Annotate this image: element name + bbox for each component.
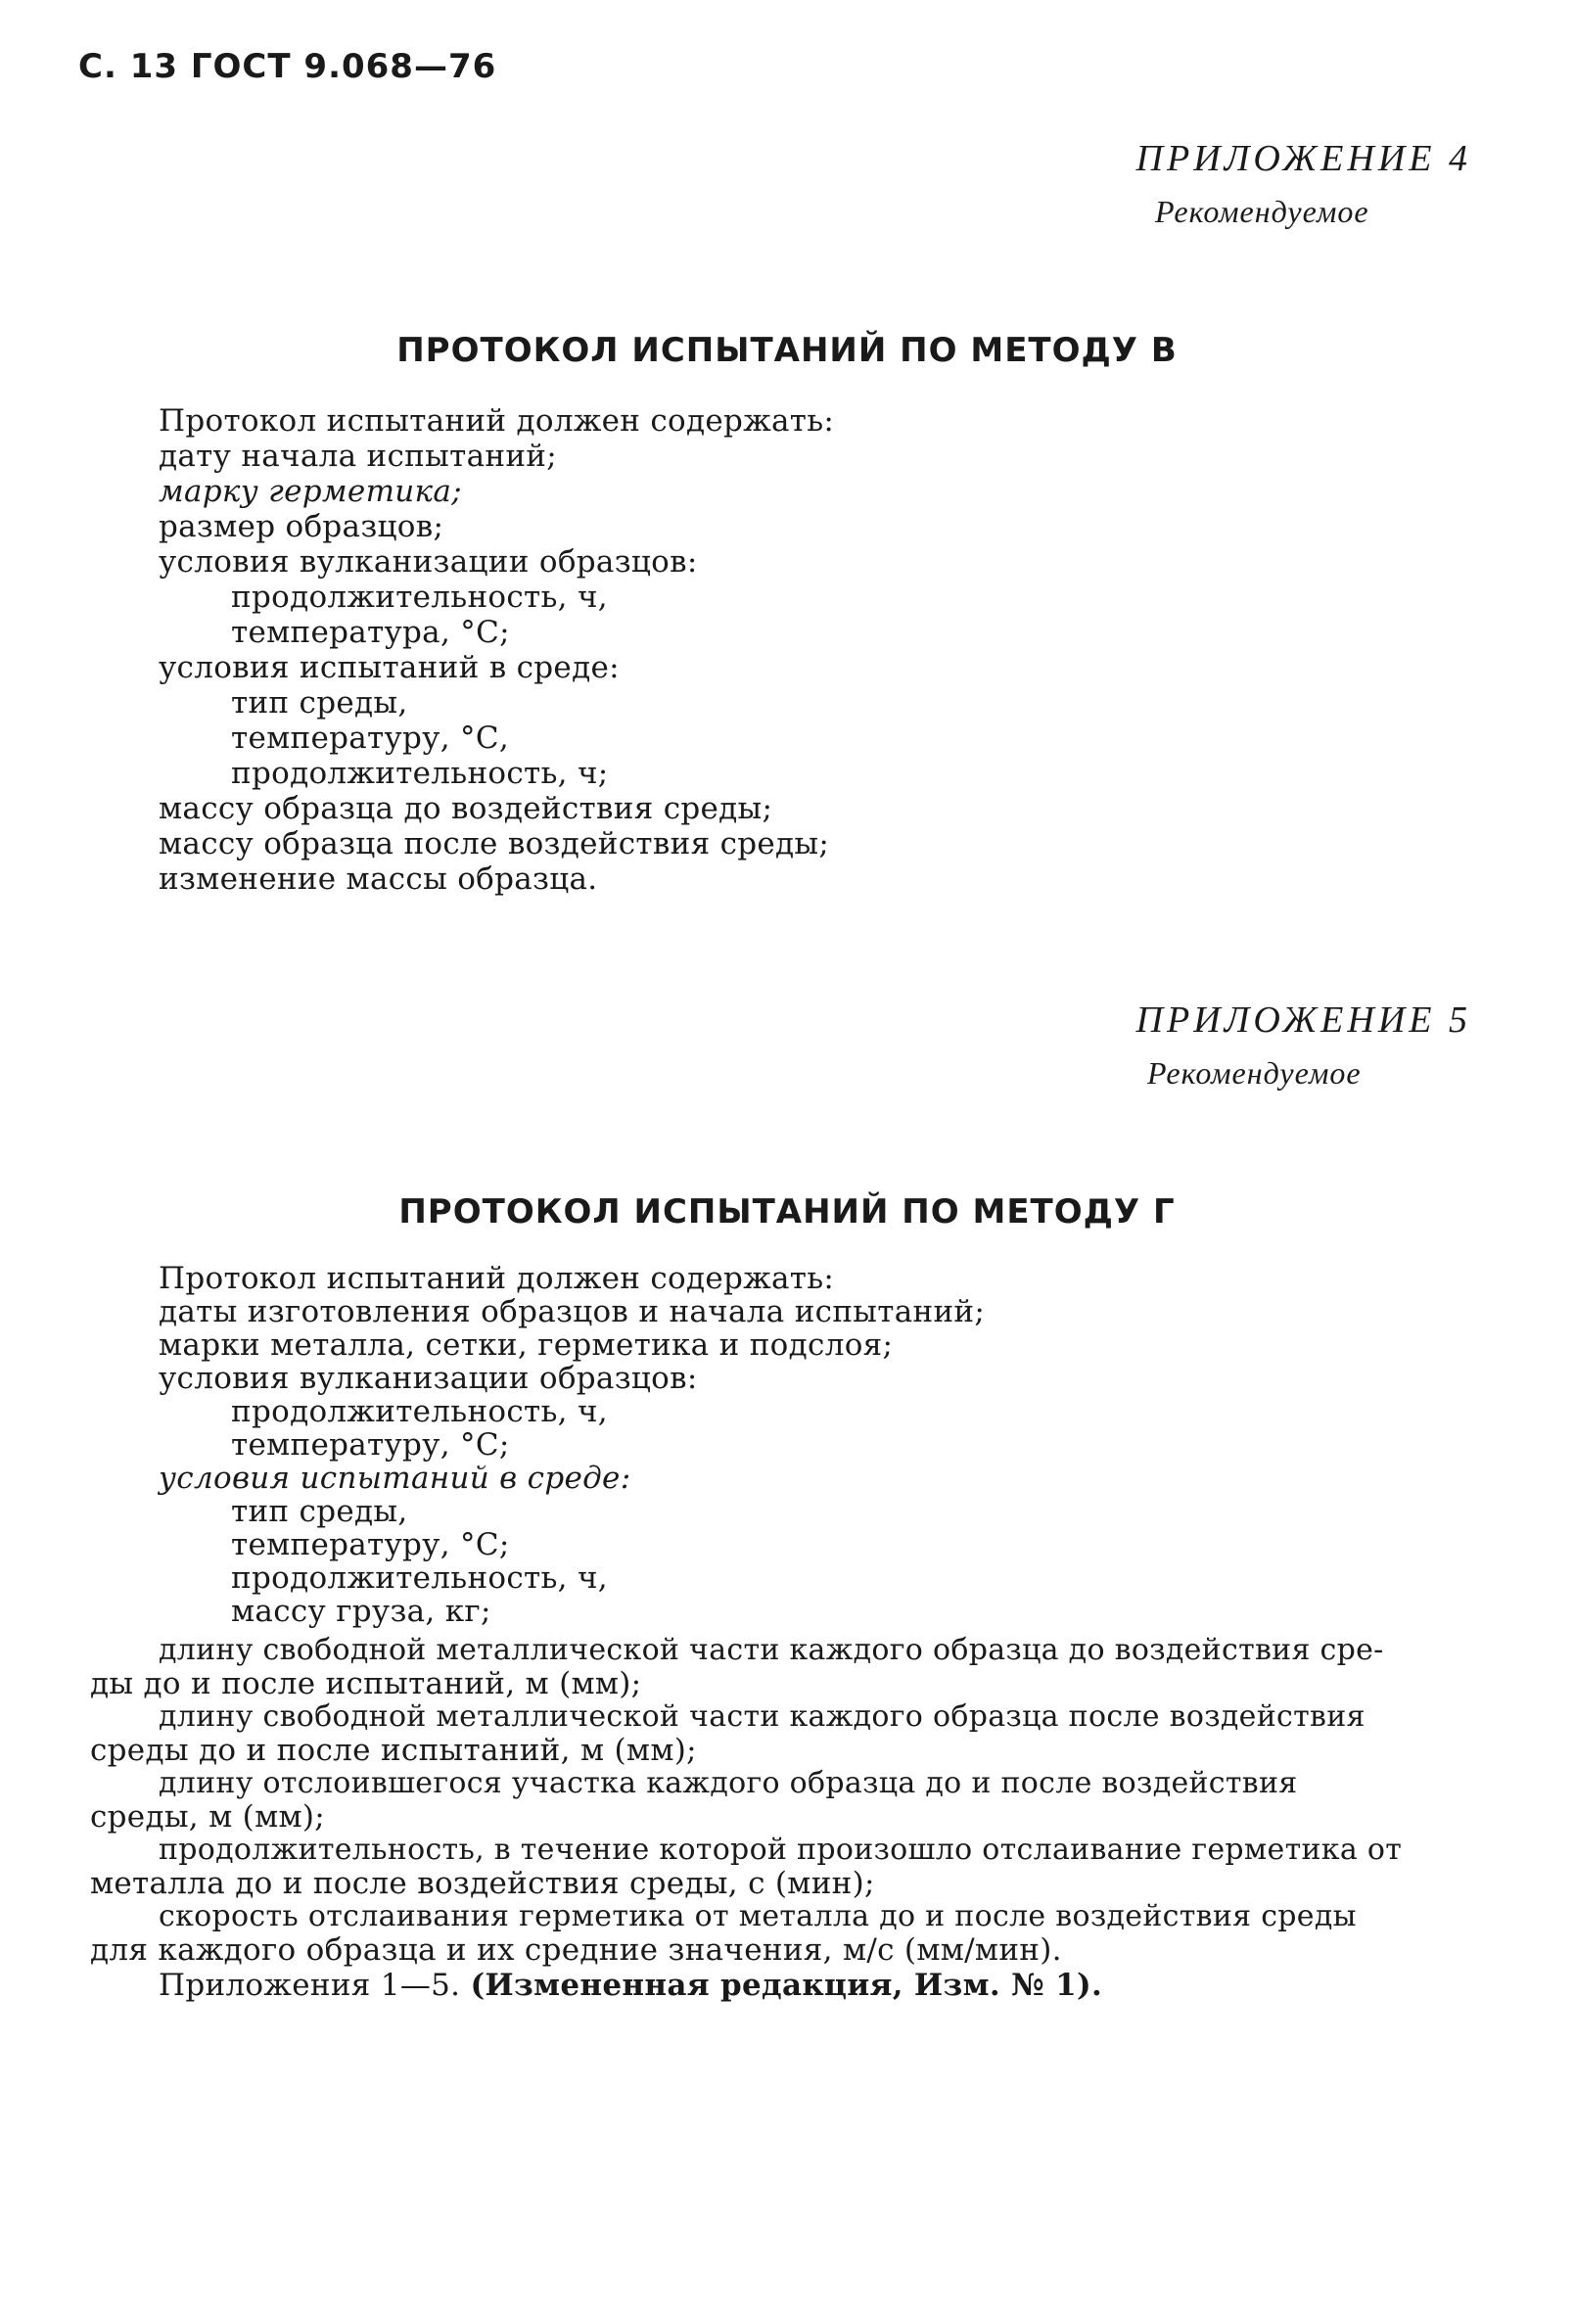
a5-line-16: среды, м (мм); bbox=[90, 1799, 326, 1835]
closing-note bbox=[159, 1968, 1102, 2003]
appendix-5-subtitle: Рекомендуемое bbox=[1147, 1055, 1362, 1091]
a5-line-13: длину свободной металлической части каждого образца после воздействия bbox=[159, 1699, 1366, 1734]
a4-line-12: массу образца после воздействия среды; bbox=[159, 826, 830, 861]
section-title-method-v: ПРОТОКОЛ ИСПЫТАНИЙ ПО МЕТОДУ В bbox=[396, 331, 1178, 370]
a4-line-3: размер образцов; bbox=[159, 509, 444, 544]
a5-line-11: длину свободной металлической части каждого образца до воздействия сре- bbox=[159, 1633, 1384, 1667]
appendix-4-title: ПРИЛОЖЕНИЕ 4 bbox=[1135, 138, 1471, 179]
a5-line-18: металла до и после воздействия среды, с (мин); bbox=[90, 1866, 875, 1901]
a5-line-9: продолжительность, ч, bbox=[231, 1560, 608, 1596]
a5-line-12: ды до и после испытаний, м (мм); bbox=[90, 1666, 642, 1701]
closing-note-plain: Приложения 1—5. bbox=[159, 1968, 461, 2003]
a5-line-4: продолжительность, ч, bbox=[231, 1394, 608, 1429]
a5-line-8: температуру, °С; bbox=[231, 1527, 510, 1562]
a4-line-0: Протокол испытаний должен содержать: bbox=[159, 403, 835, 439]
a4-line-7: условия испытаний в среде: bbox=[159, 650, 620, 685]
a5-line-6: условия испытаний в среде: bbox=[159, 1461, 631, 1496]
a5-line-15: длину отслоившегося участка каждого образца до и после воздействия bbox=[159, 1766, 1298, 1800]
a4-line-4: условия вулканизации образцов: bbox=[159, 544, 698, 580]
a5-line-3: условия вулканизации образцов: bbox=[159, 1361, 698, 1396]
page-header: С. 13 ГОСТ 9.068—76 bbox=[78, 47, 497, 86]
a5-line-5: температуру, °С; bbox=[231, 1427, 510, 1463]
a5-line-10: массу груза, кг; bbox=[231, 1594, 491, 1629]
a4-line-2: марку герметика; bbox=[159, 474, 462, 509]
a5-line-0: Протокол испытаний должен содержать: bbox=[159, 1261, 835, 1296]
a4-line-6: температура, °С; bbox=[231, 615, 510, 650]
a5-line-17: продолжительность, в течение которой произошло отслаивание герметика от bbox=[159, 1833, 1403, 1867]
section-title-method-g: ПРОТОКОЛ ИСПЫТАНИЙ ПО МЕТОДУ Г bbox=[398, 1192, 1176, 1232]
a5-line-14: среды до и после испытаний, м (мм); bbox=[90, 1733, 697, 1768]
a5-line-20: для каждого образца и их средние значения, м/с (мм/мин). bbox=[90, 1932, 1062, 1968]
appendix-4-subtitle: Рекомендуемое bbox=[1155, 194, 1369, 229]
appendix-5-title: ПРИЛОЖЕНИЕ 5 bbox=[1135, 999, 1471, 1041]
a5-line-2: марки металла, сетки, герметика и подслоя; bbox=[159, 1327, 894, 1363]
a4-line-11: массу образца до воздействия среды; bbox=[159, 791, 773, 826]
a4-line-5: продолжительность, ч, bbox=[231, 580, 608, 615]
a4-line-10: продолжительность, ч; bbox=[231, 756, 609, 791]
a5-line-19: скорость отслаивания герметика от металла до и после воздействия среды bbox=[159, 1899, 1357, 1933]
a4-line-9: температуру, °С, bbox=[231, 720, 509, 756]
a4-line-8: тип среды, bbox=[231, 685, 408, 720]
a5-line-7: тип среды, bbox=[231, 1494, 408, 1529]
a4-line-13: изменение массы образца. bbox=[159, 861, 598, 897]
a4-line-1: дату начала испытаний; bbox=[159, 439, 557, 474]
closing-note-amendment: (Измененная редакция, Изм. № 1). bbox=[470, 1968, 1103, 2003]
a5-line-1: даты изготовления образцов и начала испытаний; bbox=[159, 1294, 986, 1329]
